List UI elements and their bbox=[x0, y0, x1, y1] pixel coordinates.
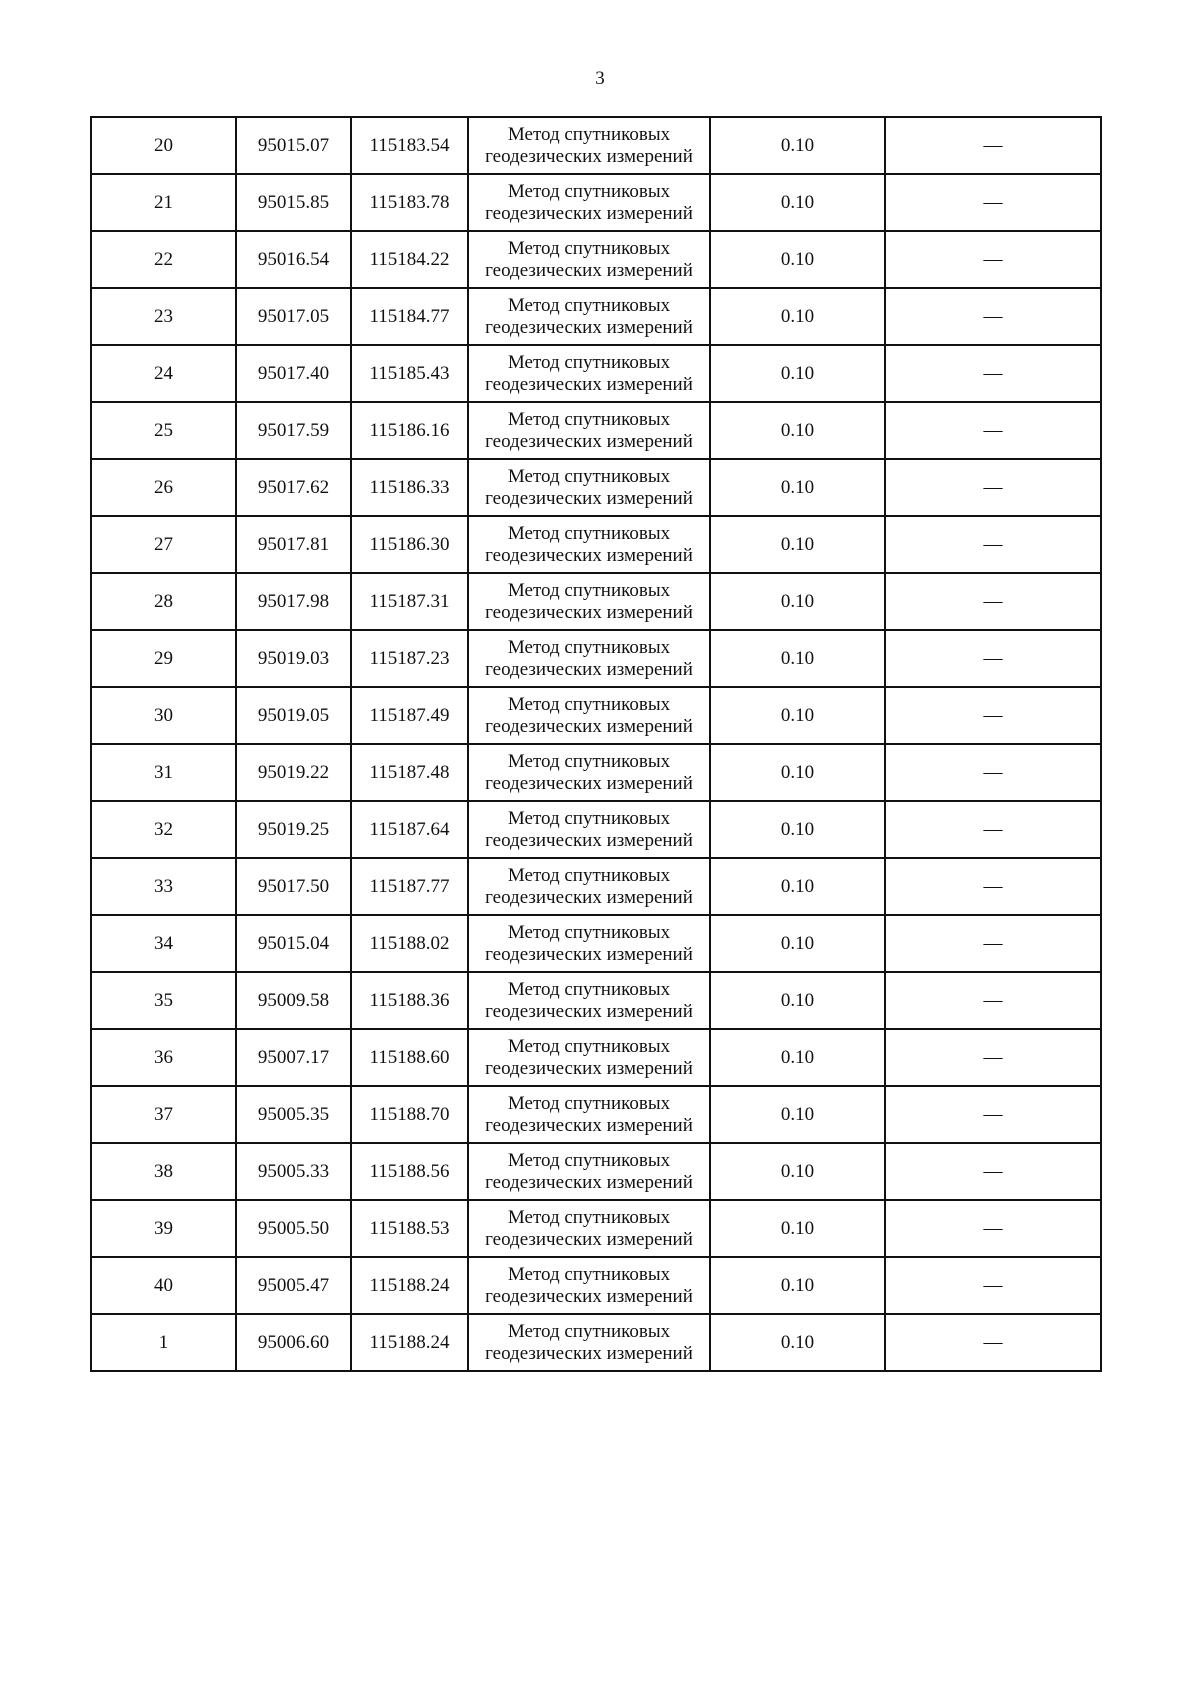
table-row bbox=[91, 915, 1101, 972]
accuracy-cell: 0.10 bbox=[710, 1257, 885, 1314]
x-coordinate-cell: 95019.03 bbox=[236, 630, 351, 687]
x-coordinate-cell: 95005.35 bbox=[236, 1086, 351, 1143]
point-number-cell: 40 bbox=[91, 1257, 236, 1314]
method-cell: Метод спутниковых геодезических измерений bbox=[468, 459, 710, 516]
point-number-cell: 29 bbox=[91, 630, 236, 687]
accuracy-cell: 0.10 bbox=[710, 1314, 885, 1371]
table-row bbox=[91, 1200, 1101, 1257]
y-coordinate-cell: 115187.23 bbox=[351, 630, 468, 687]
y-coordinate-cell: 115187.64 bbox=[351, 801, 468, 858]
y-coordinate-cell: 115188.24 bbox=[351, 1314, 468, 1371]
table-row bbox=[91, 345, 1101, 402]
point-number-cell: 28 bbox=[91, 573, 236, 630]
method-cell: Метод спутниковых геодезических измерений bbox=[468, 516, 710, 573]
point-number-cell: 23 bbox=[91, 288, 236, 345]
description-cell: — bbox=[885, 117, 1101, 174]
accuracy-cell: 0.10 bbox=[710, 402, 885, 459]
accuracy-cell: 0.10 bbox=[710, 573, 885, 630]
x-coordinate-cell: 95015.07 bbox=[236, 117, 351, 174]
method-cell: Метод спутниковых геодезических измерений bbox=[468, 1200, 710, 1257]
method-cell: Метод спутниковых геодезических измерений bbox=[468, 1029, 710, 1086]
y-coordinate-cell: 115188.53 bbox=[351, 1200, 468, 1257]
point-number-cell: 37 bbox=[91, 1086, 236, 1143]
method-cell: Метод спутниковых геодезических измерений bbox=[468, 402, 710, 459]
description-cell: — bbox=[885, 402, 1101, 459]
description-cell: — bbox=[885, 1257, 1101, 1314]
description-cell: — bbox=[885, 1143, 1101, 1200]
point-number-cell: 21 bbox=[91, 174, 236, 231]
method-cell: Метод спутниковых геодезических измерений bbox=[468, 1143, 710, 1200]
table-row bbox=[91, 174, 1101, 231]
accuracy-cell: 0.10 bbox=[710, 1086, 885, 1143]
y-coordinate-cell: 115188.60 bbox=[351, 1029, 468, 1086]
point-number-cell: 39 bbox=[91, 1200, 236, 1257]
table-row bbox=[91, 687, 1101, 744]
point-number-cell: 27 bbox=[91, 516, 236, 573]
y-coordinate-cell: 115183.54 bbox=[351, 117, 468, 174]
method-cell: Метод спутниковых геодезических измерений bbox=[468, 1314, 710, 1371]
accuracy-cell: 0.10 bbox=[710, 1029, 885, 1086]
point-number-cell: 32 bbox=[91, 801, 236, 858]
method-cell: Метод спутниковых геодезических измерений bbox=[468, 231, 710, 288]
table-row bbox=[91, 858, 1101, 915]
table-row bbox=[91, 1029, 1101, 1086]
method-cell: Метод спутниковых геодезических измерений bbox=[468, 345, 710, 402]
description-cell: — bbox=[885, 573, 1101, 630]
table-row bbox=[91, 459, 1101, 516]
description-cell: — bbox=[885, 858, 1101, 915]
method-cell: Метод спутниковых геодезических измерений bbox=[468, 972, 710, 1029]
accuracy-cell: 0.10 bbox=[710, 915, 885, 972]
description-cell: — bbox=[885, 1029, 1101, 1086]
y-coordinate-cell: 115183.78 bbox=[351, 174, 468, 231]
description-cell: — bbox=[885, 744, 1101, 801]
point-number-cell: 22 bbox=[91, 231, 236, 288]
x-coordinate-cell: 95006.60 bbox=[236, 1314, 351, 1371]
accuracy-cell: 0.10 bbox=[710, 972, 885, 1029]
x-coordinate-cell: 95009.58 bbox=[236, 972, 351, 1029]
table-row bbox=[91, 402, 1101, 459]
point-number-cell: 30 bbox=[91, 687, 236, 744]
method-cell: Метод спутниковых геодезических измерений bbox=[468, 117, 710, 174]
description-cell: — bbox=[885, 174, 1101, 231]
accuracy-cell: 0.10 bbox=[710, 117, 885, 174]
y-coordinate-cell: 115187.49 bbox=[351, 687, 468, 744]
x-coordinate-cell: 95017.40 bbox=[236, 345, 351, 402]
method-cell: Метод спутниковых геодезических измерений bbox=[468, 744, 710, 801]
y-coordinate-cell: 115188.36 bbox=[351, 972, 468, 1029]
x-coordinate-cell: 95019.25 bbox=[236, 801, 351, 858]
x-coordinate-cell: 95005.33 bbox=[236, 1143, 351, 1200]
table-row bbox=[91, 1086, 1101, 1143]
table-row bbox=[91, 288, 1101, 345]
x-coordinate-cell: 95017.59 bbox=[236, 402, 351, 459]
description-cell: — bbox=[885, 687, 1101, 744]
accuracy-cell: 0.10 bbox=[710, 459, 885, 516]
accuracy-cell: 0.10 bbox=[710, 744, 885, 801]
method-cell: Метод спутниковых геодезических измерений bbox=[468, 801, 710, 858]
point-number-cell: 33 bbox=[91, 858, 236, 915]
point-number-cell: 31 bbox=[91, 744, 236, 801]
x-coordinate-cell: 95017.98 bbox=[236, 573, 351, 630]
x-coordinate-cell: 95015.04 bbox=[236, 915, 351, 972]
table-row bbox=[91, 801, 1101, 858]
accuracy-cell: 0.10 bbox=[710, 630, 885, 687]
y-coordinate-cell: 115188.24 bbox=[351, 1257, 468, 1314]
y-coordinate-cell: 115188.56 bbox=[351, 1143, 468, 1200]
description-cell: — bbox=[885, 288, 1101, 345]
method-cell: Метод спутниковых геодезических измерений bbox=[468, 915, 710, 972]
description-cell: — bbox=[885, 459, 1101, 516]
accuracy-cell: 0.10 bbox=[710, 801, 885, 858]
description-cell: — bbox=[885, 801, 1101, 858]
method-cell: Метод спутниковых геодезических измерений bbox=[468, 687, 710, 744]
description-cell: — bbox=[885, 630, 1101, 687]
table-row bbox=[91, 1314, 1101, 1371]
x-coordinate-cell: 95017.50 bbox=[236, 858, 351, 915]
y-coordinate-cell: 115184.22 bbox=[351, 231, 468, 288]
x-coordinate-cell: 95017.81 bbox=[236, 516, 351, 573]
description-cell: — bbox=[885, 1086, 1101, 1143]
x-coordinate-cell: 95016.54 bbox=[236, 231, 351, 288]
y-coordinate-cell: 115187.77 bbox=[351, 858, 468, 915]
accuracy-cell: 0.10 bbox=[710, 231, 885, 288]
method-cell: Метод спутниковых геодезических измерений bbox=[468, 1086, 710, 1143]
accuracy-cell: 0.10 bbox=[710, 858, 885, 915]
y-coordinate-cell: 115185.43 bbox=[351, 345, 468, 402]
point-number-cell: 20 bbox=[91, 117, 236, 174]
accuracy-cell: 0.10 bbox=[710, 1143, 885, 1200]
x-coordinate-cell: 95017.05 bbox=[236, 288, 351, 345]
accuracy-cell: 0.10 bbox=[710, 687, 885, 744]
y-coordinate-cell: 115186.16 bbox=[351, 402, 468, 459]
y-coordinate-cell: 115187.48 bbox=[351, 744, 468, 801]
table-row bbox=[91, 573, 1101, 630]
coordinates-table-body bbox=[91, 117, 1101, 1371]
method-cell: Метод спутниковых геодезических измерений bbox=[468, 858, 710, 915]
y-coordinate-cell: 115188.70 bbox=[351, 1086, 468, 1143]
point-number-cell: 34 bbox=[91, 915, 236, 972]
coordinates-table bbox=[90, 116, 1102, 1372]
accuracy-cell: 0.10 bbox=[710, 288, 885, 345]
table-row bbox=[91, 117, 1101, 174]
method-cell: Метод спутниковых геодезических измерений bbox=[468, 573, 710, 630]
y-coordinate-cell: 115188.02 bbox=[351, 915, 468, 972]
point-number-cell: 38 bbox=[91, 1143, 236, 1200]
table-row bbox=[91, 744, 1101, 801]
description-cell: — bbox=[885, 231, 1101, 288]
table-row bbox=[91, 516, 1101, 573]
accuracy-cell: 0.10 bbox=[710, 516, 885, 573]
table-row bbox=[91, 1257, 1101, 1314]
x-coordinate-cell: 95019.22 bbox=[236, 744, 351, 801]
point-number-cell: 36 bbox=[91, 1029, 236, 1086]
x-coordinate-cell: 95005.50 bbox=[236, 1200, 351, 1257]
page-number: 3 bbox=[595, 68, 605, 89]
y-coordinate-cell: 115186.33 bbox=[351, 459, 468, 516]
description-cell: — bbox=[885, 972, 1101, 1029]
description-cell: — bbox=[885, 1200, 1101, 1257]
method-cell: Метод спутниковых геодезических измерений bbox=[468, 1257, 710, 1314]
accuracy-cell: 0.10 bbox=[710, 174, 885, 231]
point-number-cell: 26 bbox=[91, 459, 236, 516]
accuracy-cell: 0.10 bbox=[710, 1200, 885, 1257]
accuracy-cell: 0.10 bbox=[710, 345, 885, 402]
point-number-cell: 25 bbox=[91, 402, 236, 459]
y-coordinate-cell: 115186.30 bbox=[351, 516, 468, 573]
x-coordinate-cell: 95005.47 bbox=[236, 1257, 351, 1314]
method-cell: Метод спутниковых геодезических измерений bbox=[468, 630, 710, 687]
x-coordinate-cell: 95017.62 bbox=[236, 459, 351, 516]
table-row bbox=[91, 972, 1101, 1029]
description-cell: — bbox=[885, 1314, 1101, 1371]
point-number-cell: 1 bbox=[91, 1314, 236, 1371]
point-number-cell: 35 bbox=[91, 972, 236, 1029]
description-cell: — bbox=[885, 345, 1101, 402]
point-number-cell: 24 bbox=[91, 345, 236, 402]
y-coordinate-cell: 115184.77 bbox=[351, 288, 468, 345]
x-coordinate-cell: 95015.85 bbox=[236, 174, 351, 231]
method-cell: Метод спутниковых геодезических измерений bbox=[468, 288, 710, 345]
x-coordinate-cell: 95007.17 bbox=[236, 1029, 351, 1086]
method-cell: Метод спутниковых геодезических измерений bbox=[468, 174, 710, 231]
table-row bbox=[91, 1143, 1101, 1200]
table-row bbox=[91, 630, 1101, 687]
description-cell: — bbox=[885, 915, 1101, 972]
description-cell: — bbox=[885, 516, 1101, 573]
x-coordinate-cell: 95019.05 bbox=[236, 687, 351, 744]
y-coordinate-cell: 115187.31 bbox=[351, 573, 468, 630]
table-row bbox=[91, 231, 1101, 288]
